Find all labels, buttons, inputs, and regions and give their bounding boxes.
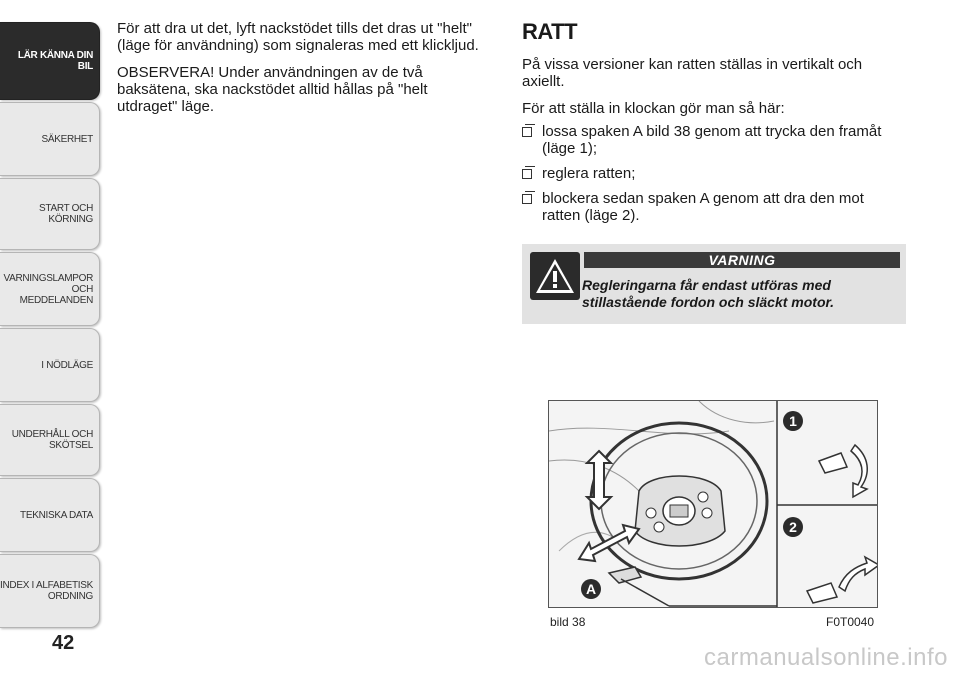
tab-sakerhet[interactable] (0, 102, 100, 176)
section-title: RATT (522, 19, 578, 44)
intro-paragraph: På vissa versioner kan ratten ställas in vertikalt och axiellt. (522, 56, 863, 90)
tab-lar-kanna-din-bil[interactable] (0, 22, 100, 100)
steering-wheel-illustration (549, 401, 878, 608)
tab-label: LÄR KÄNNA DIN BIL (17, 50, 93, 72)
figure-code: F0T0040 (826, 615, 875, 629)
tab-underhall-och-skotsel[interactable] (0, 404, 100, 476)
tab-label: VARNINGSLAMPOR OCH MEDDELANDEN (3, 272, 93, 306)
tab-varningslampor[interactable] (0, 252, 100, 326)
checkbox-bullet-icon (522, 127, 532, 137)
warning-triangle-icon (530, 252, 580, 300)
badge-1-label: 1 (789, 413, 797, 429)
page-number: 42 (52, 632, 75, 654)
warning-box (522, 244, 906, 324)
figure-caption: bild 38 (550, 615, 586, 629)
badge-a-label: A (585, 581, 597, 597)
tab-label: UNDERHÅLL OCH SKÖTSEL (11, 429, 93, 451)
steering-wheel-figure (548, 400, 878, 608)
badge-2-label: 2 (789, 519, 797, 535)
tab-label: TEKNISKA DATA (20, 509, 93, 521)
observe-paragraph: OBSERVERA! Under användningen av de två baksätena, ska nackstödet alltid hållas på "helt utdraget" läge. (117, 64, 428, 115)
footer-watermark[interactable]: carmanualsonline.info (704, 644, 948, 671)
tab-i-nodlage[interactable] (0, 328, 100, 402)
tab-start-och-korning[interactable] (0, 178, 100, 250)
tab-label: SÄKERHET (41, 133, 93, 145)
tab-tekniska-data[interactable] (0, 478, 100, 552)
tab-index[interactable] (0, 554, 100, 628)
tab-label: I NÖDLÄGE (41, 359, 93, 371)
warning-text: Regleringarna får endast utföras med stillastående fordon och släckt motor. (582, 277, 835, 310)
steps-list (522, 123, 902, 224)
headrest-paragraph: För att dra ut det, lyft nackstödet tills det dras ut "helt" (läge för användning) som signaleras med ett klickljud. (117, 20, 479, 54)
tab-label: INDEX I ALFABETISK ORDNING (0, 580, 93, 602)
list-item: blockera sedan spaken A genom att dra den mot ratten (läge 2). (522, 190, 902, 224)
checkbox-bullet-icon (522, 194, 532, 204)
checkbox-bullet-icon (522, 169, 532, 179)
left-column (117, 20, 487, 125)
list-item: lossa spaken A bild 38 genom att trycka den framåt (läge 1); (522, 123, 902, 157)
warning-heading: VARNING (584, 252, 900, 268)
tab-label: START OCH KÖRNING (39, 203, 93, 225)
right-column (522, 20, 902, 232)
steps-intro: För att ställa in klockan gör man så här: (522, 100, 785, 117)
list-item: reglera ratten; (522, 165, 902, 182)
